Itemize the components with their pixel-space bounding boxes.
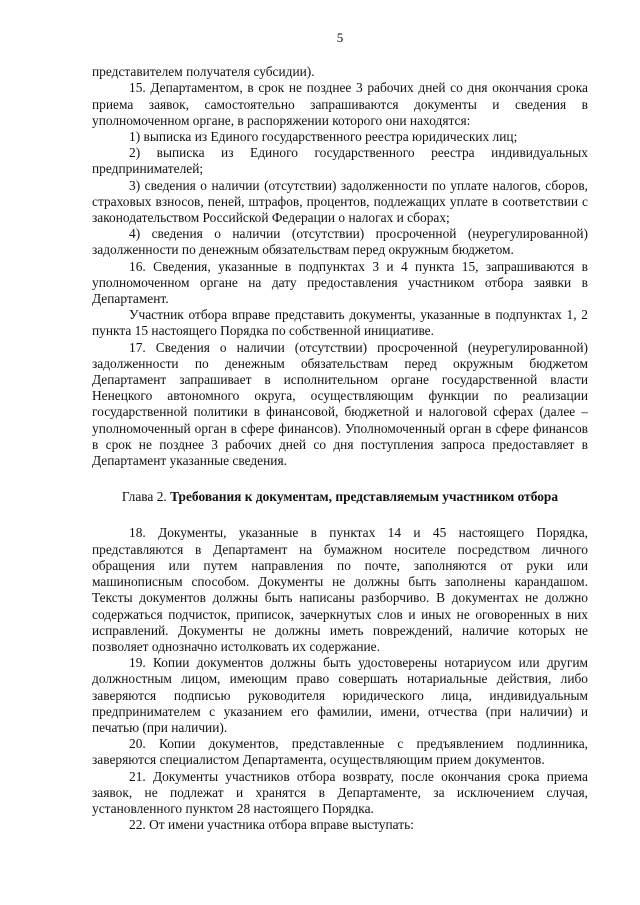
paragraph: 21. Документы участников отбора возврату, после окончания срока приема заявок, не подлежат и хранятся в Департаменте, за исключением случая, установленного пунктом 28 настоящего Порядка. [92, 768, 588, 816]
paragraph: 18. Документы, указанные в пунктах 14 и 45 настоящего Порядка, представляются в Департамент на бумажном носителе посредством личного обращения или путем направления по почте, заполняются от руки или машинописным способом. Документы не должны быть заполнены карандашом. Тексты документов должны быть написаны разборчиво. В документах не должно содержаться подчисток, приписок, зачеркнутых слов и иных не оговоренных в них исправлений. Документы не должны иметь повреждений, наличие которых не позволяет однозначно истолковать их содержание. [92, 525, 588, 654]
paragraph: 3) сведения о наличии (отсутствии) задолженности по уплате налогов, сборов, страховых взносов, пеней, штрафов, процентов, подлежащих уплате в соответствии с законодательством Российской Федерации о налогах и сборах; [92, 177, 588, 226]
paragraph: 15. Департаментом, в срок не позднее 3 рабочих дней со дня окончания срока приема заявок, самостоятельно запрашиваются документы и сведения в уполномоченном органе, в распоряжении которого они находятся: [92, 80, 588, 128]
paragraphs-top [92, 64, 588, 469]
paragraph: 22. От имени участника отбора вправе выступать: [129, 817, 414, 833]
chapter-heading [92, 489, 588, 505]
paragraph: 17. Сведения о наличии (отсутствии) просроченной (неурегулированной) задолженности по денежным обязательствам перед окружным бюджетом Департамент запрашивает в исполнительном органе государственной власти Ненецкого автономного округа, осуществляющим функции по реализации государственной политики в финансовой, бюджетной и налоговой сферах (далее – уполномоченный орган в сфере финансов). Уполномоченный орган в сфере финансов в срок не позднее 3 рабочих дней со дня поступления запроса предоставляет в Департамент указанные сведения. [92, 339, 588, 469]
paragraph: 4) сведения о наличии (отсутствии) просроченной (неурегулированной) задолженности по денежным обязательствам перед окружным бюджетом. [92, 226, 588, 258]
page-number: 5 [336, 30, 344, 45]
paragraphs-bottom [92, 525, 588, 833]
paragraph: 1) выписка из Единого государственного реестра юридических лиц; [129, 129, 518, 145]
document-body [92, 64, 588, 833]
paragraph: 2) выписка из Единого государственного реестра индивидуальных предпринимателей; [92, 145, 588, 177]
chapter-label: Глава 2. [121, 489, 167, 505]
paragraph: 16. Сведения, указанные в подпунктах 3 и 4 пункта 15, запрашиваются в уполномоченном органе на дату предоставления участником отбора заявки в Департамент. [92, 258, 588, 307]
paragraph: 20. Копии документов, представленные с предъявлением подлинника, заверяются специалистом Департамента, осуществляющим прием документов. [92, 736, 588, 768]
chapter-title: Требования к документам, представляемым участником отбора [170, 489, 559, 505]
paragraph: 19. Копии документов должны быть удостоверены нотариусом или другим должностным лицом, имеющим право совершать нотариальные действия, либо заверяются подписью руководителя юридического лица, индивидуальным предпринимателем с указанием его фамилии, имени, отчества (при наличии) и печатью (при наличии). [92, 655, 588, 735]
paragraph: Участник отбора вправе представить документы, указанные в подпунктах 1, 2 пункта 15 настоящего Порядка по собственной инициативе. [92, 307, 588, 339]
paragraph: представителем получателя субсидии). [92, 64, 315, 80]
